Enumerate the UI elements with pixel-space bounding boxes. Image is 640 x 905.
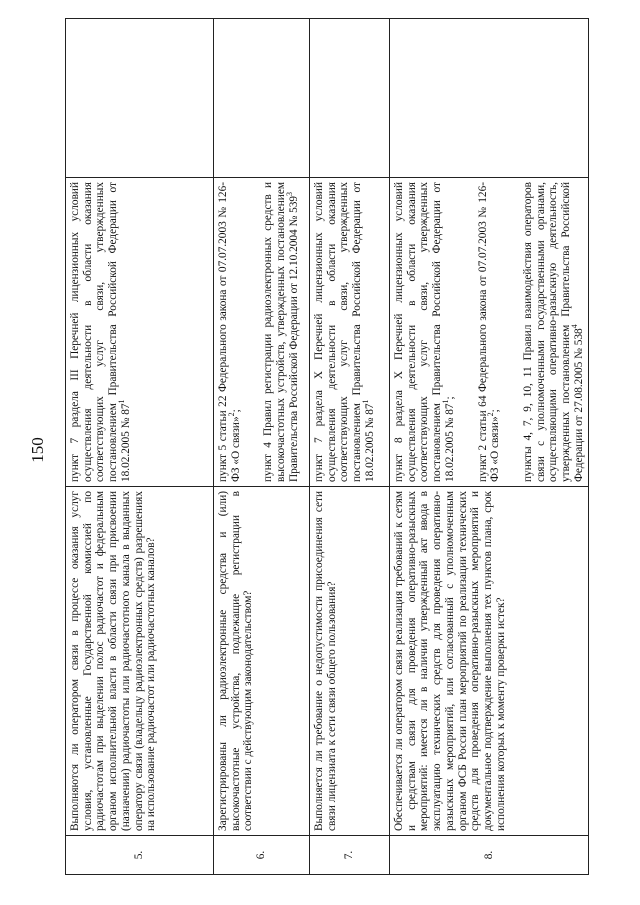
checklist-table [65, 18, 589, 875]
footnote-mark: 1 [361, 399, 371, 404]
reference-text: пункт 7 раздела III Перечней лицензионных условий осуществления деятельности в области оказания соответствующих услуг связи, утвержденных постановлением Правительства Российской Федерации от 18.02.2005 № 87 [69, 182, 132, 482]
footnote-mark: 2 [486, 412, 496, 417]
reference-cell [214, 178, 310, 487]
reference-tail: ; [443, 396, 456, 400]
empty-cell [390, 19, 589, 178]
reference-text: пункт 5 статьи 22 Федерального закона от 07.07.2003 № 126-ФЗ «О связи» [217, 182, 242, 482]
reference-text: пункт 8 раздела X Перечней лицензионных условий осуществления деятельности в области оказания соответствующих услуг связи, утвержденных постановлением Правительства Российской Федерации от 18.02.2005 № 87 [393, 182, 456, 482]
reference-item [69, 182, 133, 482]
rotated-table-container [65, 55, 585, 875]
reference-cell [310, 178, 390, 487]
empty-cell [214, 19, 310, 178]
reference-item [313, 182, 377, 482]
question-cell: Выполняются ли оператором связи в процессе оказания услуг условия, установленные Государственной комиссией по радиочастотам при выделении полос радиочастот и федеральным органом исполнительной власти в области связи при присвоении (назначении) радиочастоты или радиочастотного канала в выданных оператору связи (владельцу радиоэлектронных средств) разрешениях на использование радиочастот или радиочастотных каналов? [66, 487, 214, 836]
question-cell: Зарегистрированы ли радиоэлектронные средства и (или) высокочастотные устройства, подлежащие регистрации в соответствии с действующим законодательством? [214, 487, 310, 836]
reference-tail: ; [489, 409, 502, 413]
reference-text: пункт 4 Правил регистрации радиоэлектронных средств и высокочастотных устройств, утвержденных постановлением Правительства Российской Федерации от 12.10.2004 № 539 [262, 182, 300, 482]
page-number [28, 430, 48, 470]
question-cell: Обеспечивается ли оператором связи реализация требований к сетям и средствам связи для проведения оперативно-разыскных мероприятий: имеется ли в наличии утвержденный акт ввода в эксплуатацию технических средств для проведения оперативно-разыскных мероприятий, или согласованный с уполномоченным органом ФСБ России план мероприятий по реализации технических средств для проведения оперативно-разыскных мероприятий и документальное подтверждение выполнения тех пунктов плана, срок исполнения которых к моменту проверки истек? [390, 487, 589, 836]
reference-item [393, 182, 457, 482]
row-number: 8. [390, 836, 589, 875]
footnote-mark: 3 [285, 191, 295, 196]
reference-text: пункт 2 статьи 64 Федерального закона от 07.07.2003 № 126-ФЗ «О связи» [476, 182, 502, 482]
reference-cell [66, 178, 214, 487]
row-number: 6. [214, 836, 310, 875]
reference-item [217, 182, 242, 482]
table-row [390, 19, 589, 875]
table-row [66, 19, 214, 875]
row-number: 5. [66, 836, 214, 875]
footnote-mark: 1 [117, 399, 127, 404]
empty-cell [310, 19, 390, 178]
reference-item [522, 182, 586, 482]
reference-cell [390, 178, 589, 487]
table-row [214, 19, 310, 875]
reference-item [262, 182, 300, 482]
footnote-mark: 1 [441, 399, 451, 404]
reference-item [477, 182, 502, 482]
reference-text: пункты 4, 7, 9, 10, 11 Правил взаимодействия операторов связи с уполномоченными государственными органами, осуществляющими оперативно-разыскную деятельность, утвержденных постановлением Правительства Российской Федерации от 27.08.2005 № 538 [521, 182, 585, 482]
footnote-mark: 2 [226, 412, 236, 417]
question-cell: Выполняется ли требование о недопустимости присоединения сети связи лицензиата к сети связи общего пользования? [310, 487, 390, 836]
reference-text: пункт 7 раздела X Перечней лицензионных условий осуществления деятельности в области оказания соответствующих услуг связи, утвержденных постановлением Правительства Российской Федерации от 18.02.2005 № 87 [313, 182, 376, 482]
empty-cell [66, 19, 214, 178]
reference-tail: ; [229, 409, 242, 413]
row-number: 7. [310, 836, 390, 875]
table-row [310, 19, 390, 875]
page-number-text: 150 [28, 437, 47, 463]
footnote-mark: 4 [569, 324, 579, 329]
